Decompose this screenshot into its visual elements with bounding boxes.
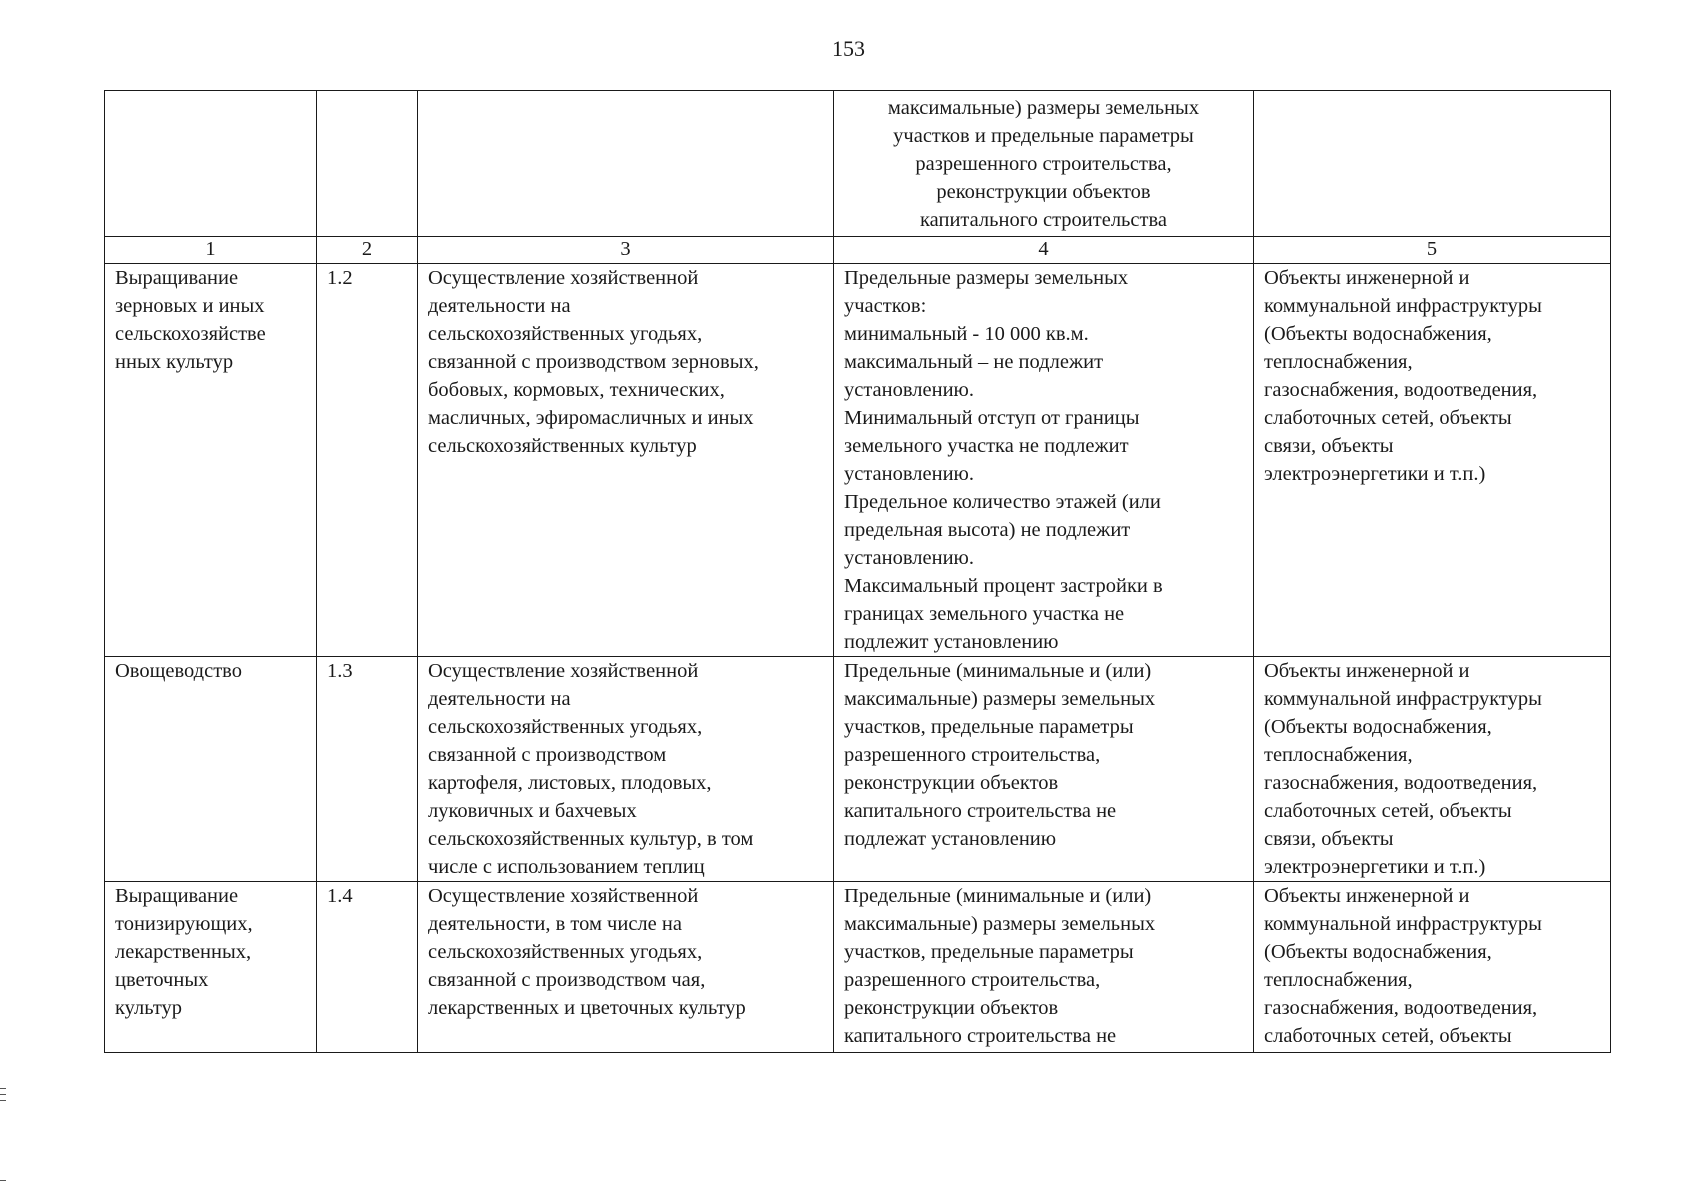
scan-mark (0, 1180, 6, 1181)
land-use-parameters: Предельные (минимальные и (или) максимальные) размеры земельных участков, предельные параметры разрешенного строительства, реконструкции объектов капитального строительства не подлежат установлению (834, 657, 1254, 882)
header-cell-parameters: максимальные) размеры земельных участков и предельные параметры разрешенного строительства, реконструкции объектов капитального строительства (834, 91, 1254, 237)
land-use-code: 1.3 (317, 657, 418, 882)
land-use-parameters: Предельные размеры земельных участков: минимальный - 10 000 кв.м. максимальный – не подлежит установлению. Минимальный отступ от границы земельного участка не подлежит установлению. Предельное количество этажей (или предельная высота) не подлежит установлению. Максимальный процент застройки в границах земельного участка не подлежит установлению (834, 264, 1254, 657)
table-row (105, 657, 1611, 882)
land-use-name: Выращивание зерновых и иных сельскохозяйстве нных культур (105, 264, 317, 657)
land-use-description: Осуществление хозяйственной деятельности на сельскохозяйственных угодьях, связанной с производством картофеля, листовых, плодовых, луковичных и бахчевых сельскохозяйственных культур, в том числе с использованием теплиц (418, 657, 834, 882)
header-cell-1 (105, 91, 317, 237)
table-row (105, 264, 1611, 657)
column-number: 2 (317, 237, 418, 264)
column-number: 1 (105, 237, 317, 264)
column-number: 3 (418, 237, 834, 264)
land-use-code: 1.4 (317, 882, 418, 1053)
table-row (105, 882, 1611, 1053)
land-use-description: Осуществление хозяйственной деятельности на сельскохозяйственных угодьях, связанной с производством зерновых, бобовых, кормовых, технических, масличных, эфиромасличных и иных сельскохозяйственных культур (418, 264, 834, 657)
header-cell-5 (1254, 91, 1611, 237)
scan-mark (0, 1088, 6, 1089)
land-use-code: 1.2 (317, 264, 418, 657)
auxiliary-objects: Объекты инженерной и коммунальной инфраструктуры (Объекты водоснабжения, теплоснабжения, газоснабжения, водоотведения, слаботочных сетей, объекты (1254, 882, 1611, 1053)
land-use-name: Выращивание тонизирующих, лекарственных, цветочных культур (105, 882, 317, 1053)
auxiliary-objects: Объекты инженерной и коммунальной инфраструктуры (Объекты водоснабжения, теплоснабжения, газоснабжения, водоотведения, слаботочных сетей, объекты связи, объекты электроэнергетики и т.п.) (1254, 657, 1611, 882)
column-number-row (105, 237, 1611, 264)
land-use-parameters: Предельные (минимальные и (или) максимальные) размеры земельных участков, предельные параметры разрешенного строительства, реконструкции объектов капитального строительства не (834, 882, 1254, 1053)
scan-mark (0, 1094, 6, 1095)
page-number: 153 (832, 36, 865, 61)
header-cell-2 (317, 91, 418, 237)
column-number: 5 (1254, 237, 1611, 264)
column-number: 4 (834, 237, 1254, 264)
land-use-name: Овощеводство (105, 657, 317, 882)
zoning-table (104, 90, 1611, 1053)
land-use-description: Осуществление хозяйственной деятельности, в том числе на сельскохозяйственных угодьях, связанной с производством чая, лекарственных и цветочных культур (418, 882, 834, 1053)
header-cell-3 (418, 91, 834, 237)
header-continuation-row (105, 91, 1611, 237)
auxiliary-objects: Объекты инженерной и коммунальной инфраструктуры (Объекты водоснабжения, теплоснабжения, газоснабжения, водоотведения, слаботочных сетей, объекты связи, объекты электроэнергетики и т.п.) (1254, 264, 1611, 657)
scan-mark (0, 1100, 6, 1101)
